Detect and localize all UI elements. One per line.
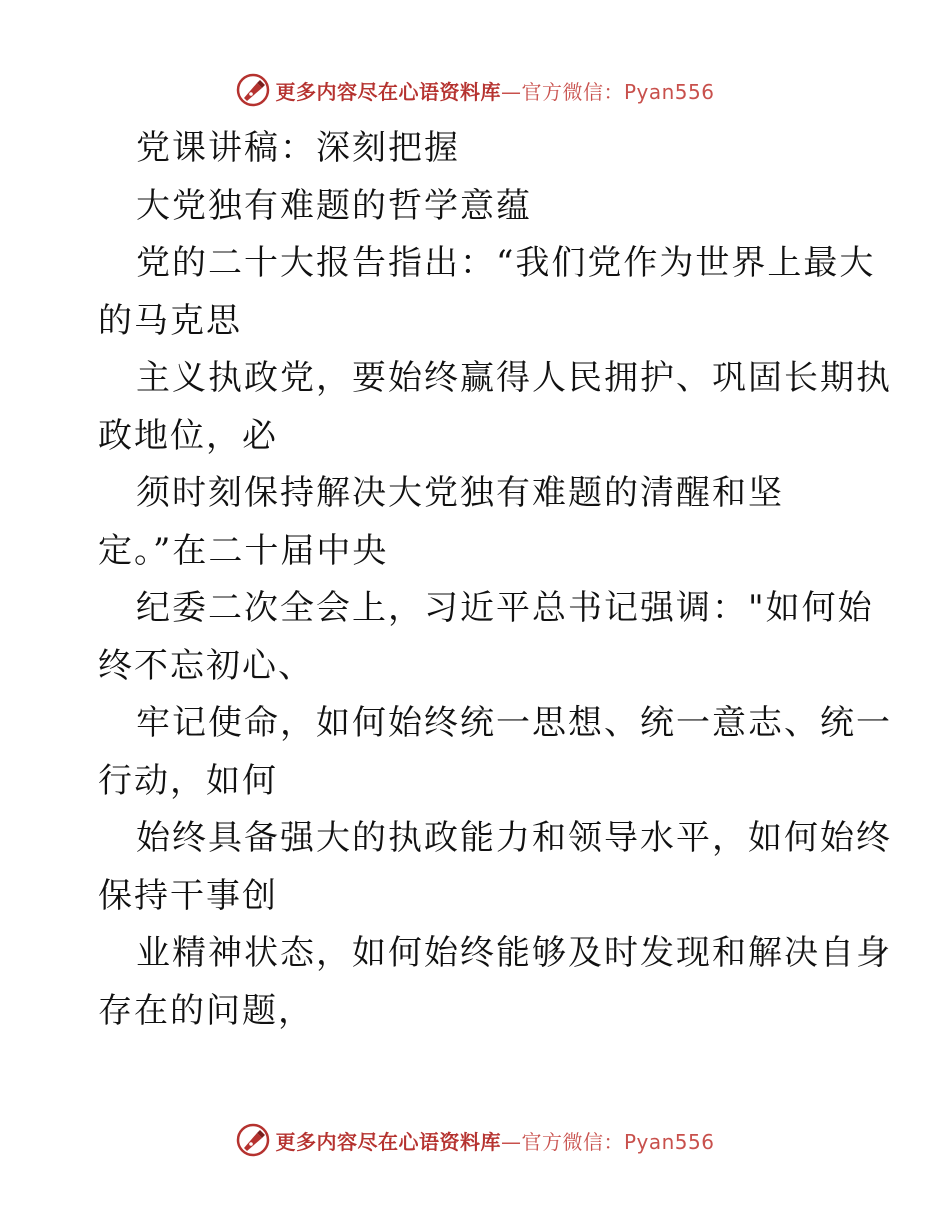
text-line: 始终具备强大的执政能力和领导水平，如何始终: [136, 818, 892, 858]
footer-banner-brand: 更多内容尽在心语资料库: [275, 1129, 501, 1154]
text-line: 定。”在二十届中央: [98, 530, 389, 571]
header-banner-text: [275, 76, 714, 105]
footer-banner-text: [275, 1126, 714, 1155]
text-line: 大党独有难题的哲学意蕴: [136, 185, 532, 226]
header-banner: [0, 70, 950, 110]
header-banner-contact: —官方微信：Pyan556: [500, 79, 715, 104]
text-line: 牢记使命，如何始终统一思想、统一意志、统一: [136, 703, 892, 743]
text-line: 政地位，必: [98, 415, 278, 456]
header-banner-brand: 更多内容尽在心语资料库: [275, 79, 501, 104]
text-line: 行动，如何: [98, 760, 278, 801]
text-line: 保持干事创: [98, 875, 278, 916]
text-line: 须时刻保持解决大党独有难题的清醒和坚: [136, 473, 784, 513]
text-line: 存在的问题，: [98, 990, 314, 1031]
pen-nib-logo-icon: [235, 1122, 271, 1158]
document-body: [98, 120, 892, 1040]
text-line: 业精神状态，如何始终能够及时发现和解决自身: [136, 933, 892, 973]
pen-nib-logo-icon: [235, 72, 271, 108]
footer-banner-contact: —官方微信：Pyan556: [500, 1129, 715, 1154]
text-line: 终不忘初心、: [98, 645, 314, 686]
text-line: 党的二十大报告指出：“我们党作为世界上最大: [136, 243, 876, 283]
text-line: 主义执政党，要始终赢得人民拥护、巩固长期执: [136, 358, 892, 398]
text-line: 纪委二次全会上，习近平总书记强调："如何始: [136, 588, 874, 628]
text-line: 的马克思: [98, 300, 242, 341]
text-line: 党课讲稿：深刻把握: [136, 128, 460, 168]
footer-banner: [0, 1120, 950, 1160]
